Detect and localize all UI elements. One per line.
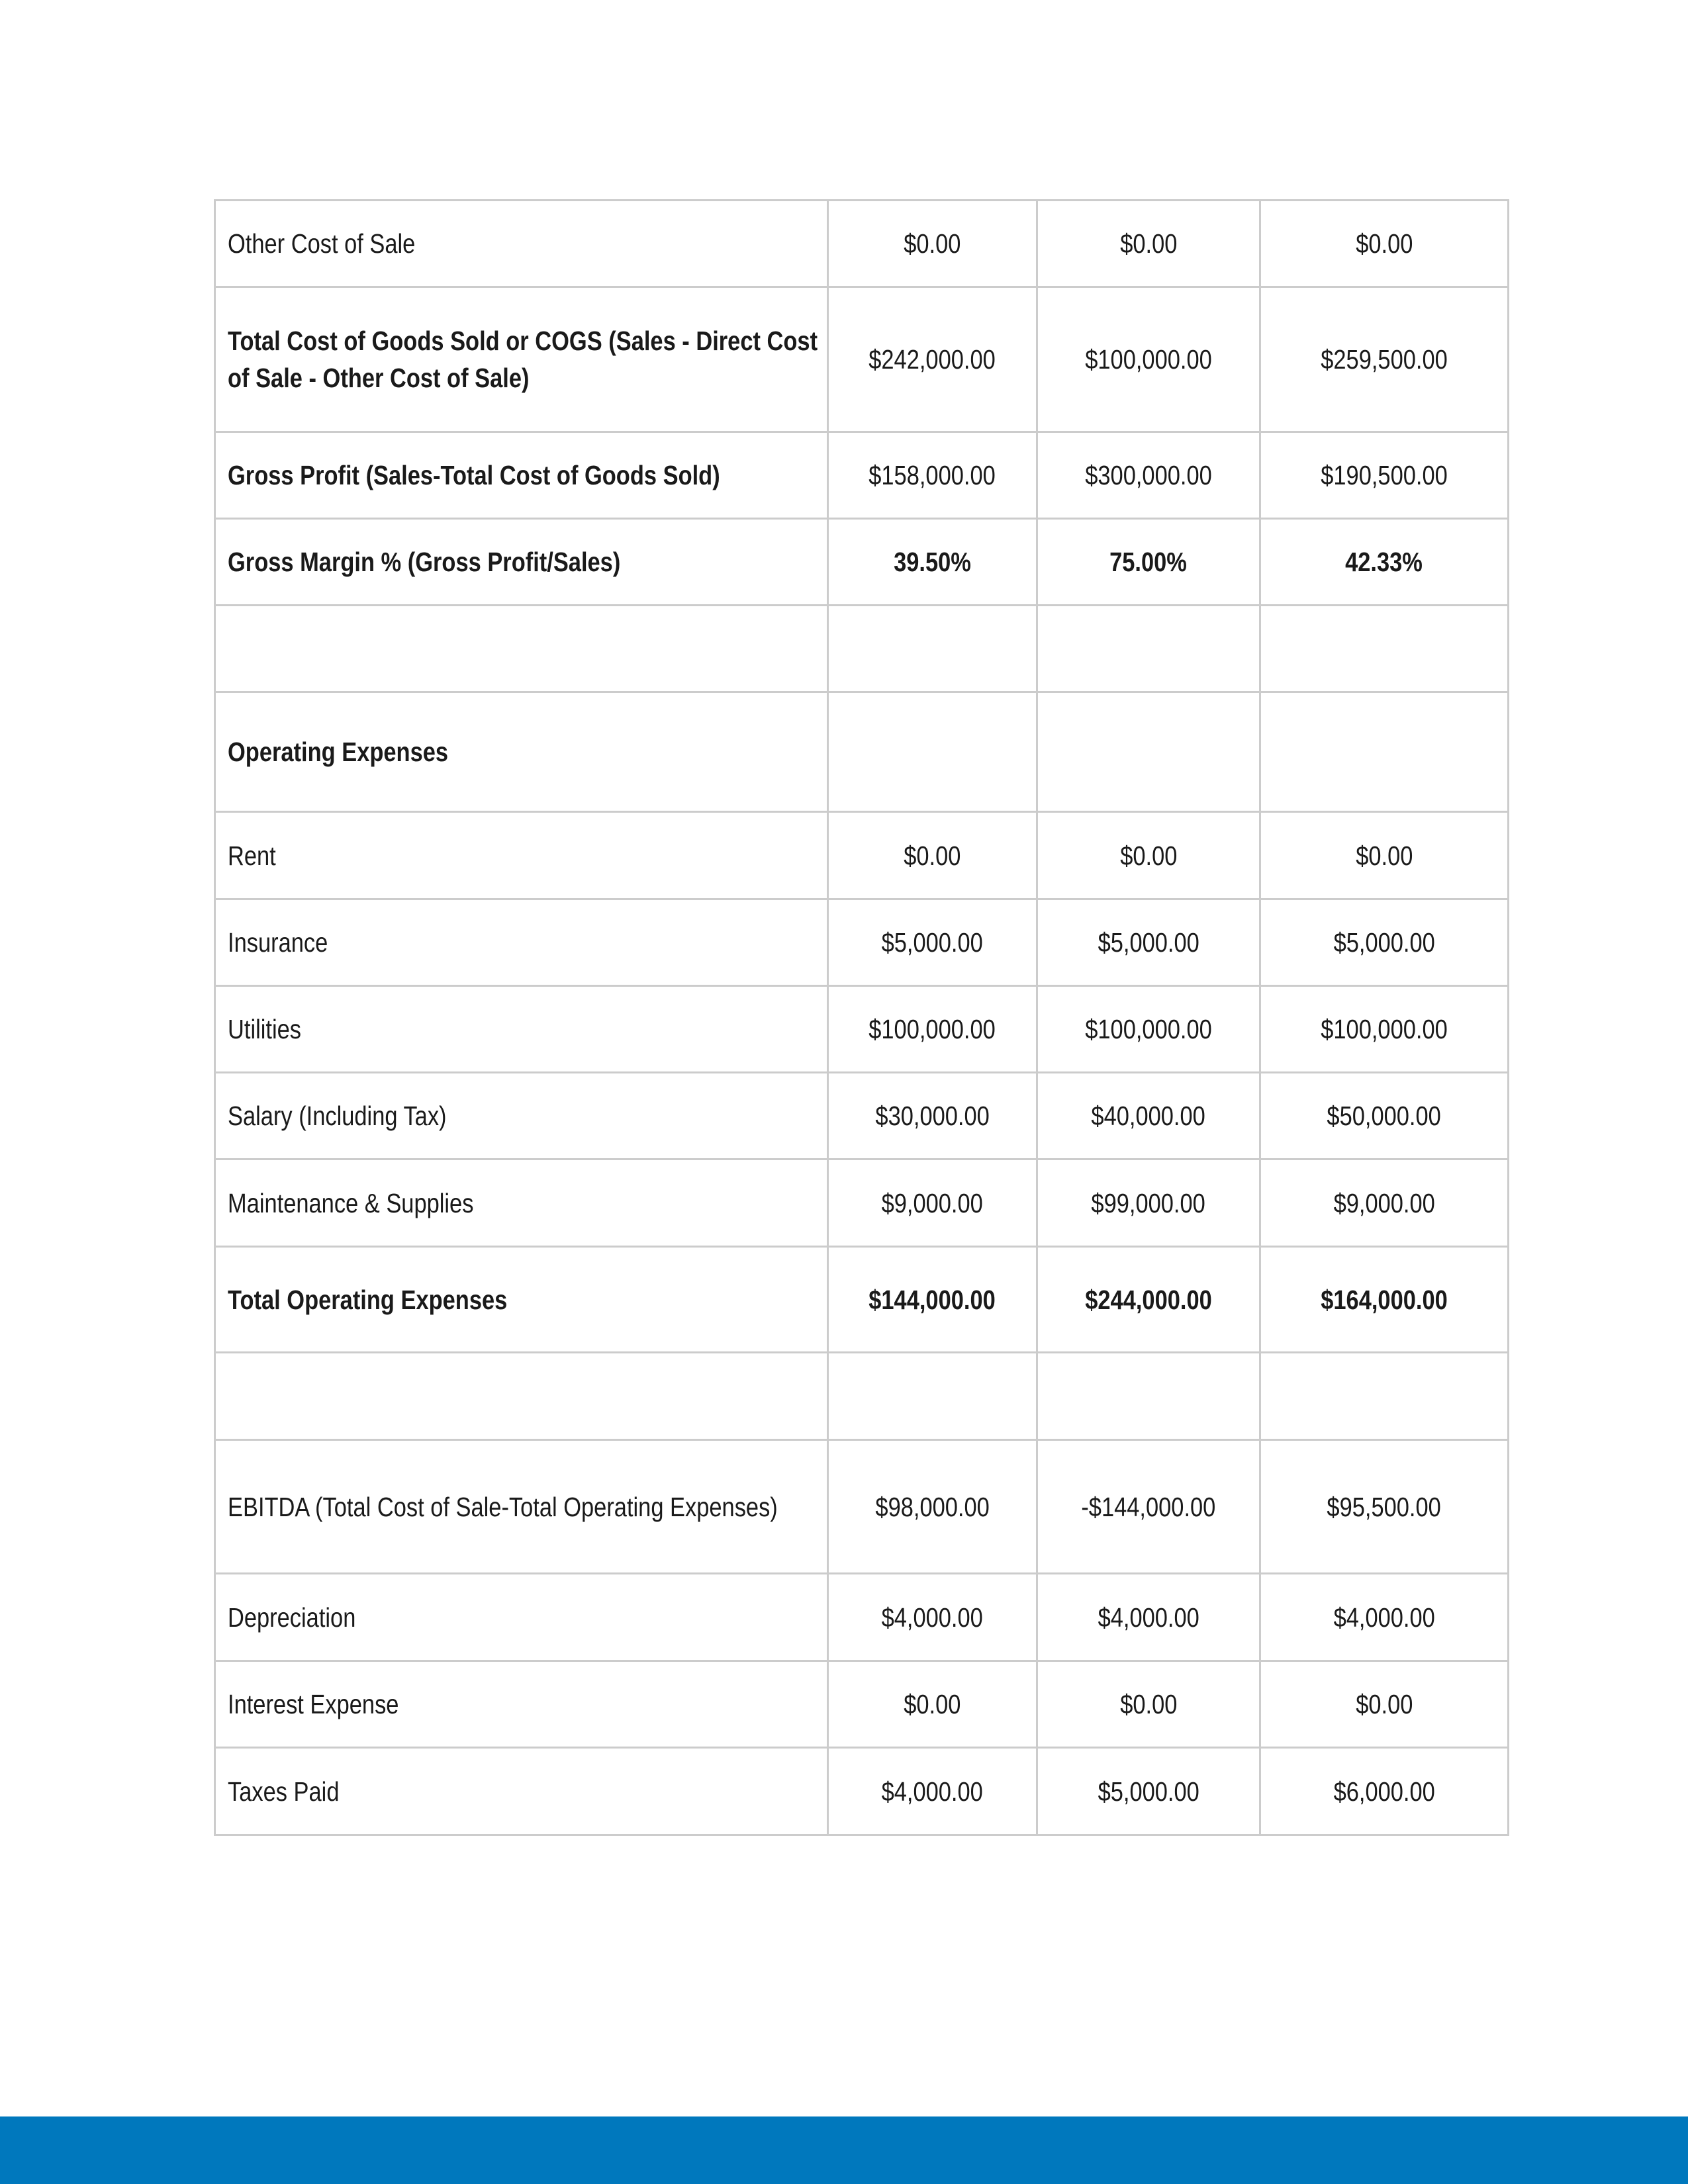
cell-value-col3: $0.00 xyxy=(1260,201,1509,287)
cell-value-col1: $4,000.00 xyxy=(828,1574,1037,1661)
cell-value-col2: $244,000.00 xyxy=(1037,1247,1260,1353)
cell-value-col1: $100,000.00 xyxy=(828,986,1037,1073)
cell-value-col2: 75.00% xyxy=(1037,519,1260,606)
table-row-total-cogs xyxy=(215,287,1509,432)
cell-value-col3: $259,500.00 xyxy=(1260,287,1509,432)
row-label xyxy=(215,1353,828,1440)
cell-value-col1: $0.00 xyxy=(828,812,1037,899)
row-label: Insurance xyxy=(215,899,828,986)
table-row-gross-margin xyxy=(215,519,1509,606)
cell-value-col2 xyxy=(1037,1353,1260,1440)
cell-value-col2: $99,000.00 xyxy=(1037,1160,1260,1247)
row-label: Other Cost of Sale xyxy=(215,201,828,287)
cell-value-col2: $0.00 xyxy=(1037,812,1260,899)
cell-value-col1: $158,000.00 xyxy=(828,432,1037,519)
row-label: Taxes Paid xyxy=(215,1748,828,1835)
cell-value-col1: $144,000.00 xyxy=(828,1247,1037,1353)
table-row-utilities xyxy=(215,986,1509,1073)
cell-value-col3: 42.33% xyxy=(1260,519,1509,606)
row-label: Salary (Including Tax) xyxy=(215,1073,828,1160)
cell-value-col2 xyxy=(1037,606,1260,692)
table-row-rent xyxy=(215,812,1509,899)
cell-value-col3: $100,000.00 xyxy=(1260,986,1509,1073)
cell-value-col1: $4,000.00 xyxy=(828,1748,1037,1835)
table-row-gross-profit xyxy=(215,432,1509,519)
cell-value-col1 xyxy=(828,692,1037,812)
cell-value-col1 xyxy=(828,606,1037,692)
table-row-depreciation xyxy=(215,1574,1509,1661)
cell-value-col1: $0.00 xyxy=(828,1661,1037,1748)
cell-value-col2: $300,000.00 xyxy=(1037,432,1260,519)
cell-value-col1: $98,000.00 xyxy=(828,1440,1037,1574)
row-label: Rent xyxy=(215,812,828,899)
cell-value-col1: $9,000.00 xyxy=(828,1160,1037,1247)
cell-value-col3: $0.00 xyxy=(1260,1661,1509,1748)
row-label: Utilities xyxy=(215,986,828,1073)
cell-value-col2: -$144,000.00 xyxy=(1037,1440,1260,1574)
cell-value-col3 xyxy=(1260,606,1509,692)
cell-value-col2: $4,000.00 xyxy=(1037,1574,1260,1661)
cell-value-col3: $95,500.00 xyxy=(1260,1440,1509,1574)
cell-value-col2: $100,000.00 xyxy=(1037,287,1260,432)
cell-value-col2: $5,000.00 xyxy=(1037,899,1260,986)
table-row-other-cost-of-sale xyxy=(215,201,1509,287)
cell-value-col3: $50,000.00 xyxy=(1260,1073,1509,1160)
cell-value-col3: $6,000.00 xyxy=(1260,1748,1509,1835)
cell-value-col2: $40,000.00 xyxy=(1037,1073,1260,1160)
table-row-ebitda xyxy=(215,1440,1509,1574)
row-label: Depreciation xyxy=(215,1574,828,1661)
cell-value-col3 xyxy=(1260,692,1509,812)
table-row-taxes-paid xyxy=(215,1748,1509,1835)
row-label: Interest Expense xyxy=(215,1661,828,1748)
cell-value-col1: $242,000.00 xyxy=(828,287,1037,432)
cell-value-col2: $0.00 xyxy=(1037,1661,1260,1748)
cell-value-col1: $30,000.00 xyxy=(828,1073,1037,1160)
cell-value-col3: $190,500.00 xyxy=(1260,432,1509,519)
table-row-maintenance-supplies xyxy=(215,1160,1509,1247)
row-label xyxy=(215,606,828,692)
cell-value-col1 xyxy=(828,1353,1037,1440)
table-row-insurance xyxy=(215,899,1509,986)
cell-value-col2 xyxy=(1037,692,1260,812)
cell-value-col3: $4,000.00 xyxy=(1260,1574,1509,1661)
table-row-operating-expenses-header xyxy=(215,692,1509,812)
cell-value-col2: $5,000.00 xyxy=(1037,1748,1260,1835)
profit-loss-table xyxy=(214,199,1509,1836)
cell-value-col3: $5,000.00 xyxy=(1260,899,1509,986)
section-heading: Operating Expenses xyxy=(215,692,828,812)
cell-value-col3: $164,000.00 xyxy=(1260,1247,1509,1353)
cell-value-col1: 39.50% xyxy=(828,519,1037,606)
row-label: Gross Profit (Sales-Total Cost of Goods Sold) xyxy=(215,432,828,519)
cell-value-col3: $0.00 xyxy=(1260,812,1509,899)
row-label: Total Cost of Goods Sold or COGS (Sales - Direct Cost of Sale - Other Cost of Sale) xyxy=(215,287,828,432)
row-label: Total Operating Expenses xyxy=(215,1247,828,1353)
table-row-total-operating-expenses xyxy=(215,1247,1509,1353)
cell-value-col2: $0.00 xyxy=(1037,201,1260,287)
cell-value-col1: $0.00 xyxy=(828,201,1037,287)
table-row-spacer xyxy=(215,606,1509,692)
cell-value-col3 xyxy=(1260,1353,1509,1440)
row-label: Maintenance & Supplies xyxy=(215,1160,828,1247)
table-row-salary xyxy=(215,1073,1509,1160)
cell-value-col1: $5,000.00 xyxy=(828,899,1037,986)
row-label: EBITDA (Total Cost of Sale-Total Operating Expenses) xyxy=(215,1440,828,1574)
table-row-spacer xyxy=(215,1353,1509,1440)
cell-value-col3: $9,000.00 xyxy=(1260,1160,1509,1247)
table-row-interest-expense xyxy=(215,1661,1509,1748)
cell-value-col2: $100,000.00 xyxy=(1037,986,1260,1073)
row-label: Gross Margin % (Gross Profit/Sales) xyxy=(215,519,828,606)
footer-color-bar xyxy=(0,2116,1688,2184)
